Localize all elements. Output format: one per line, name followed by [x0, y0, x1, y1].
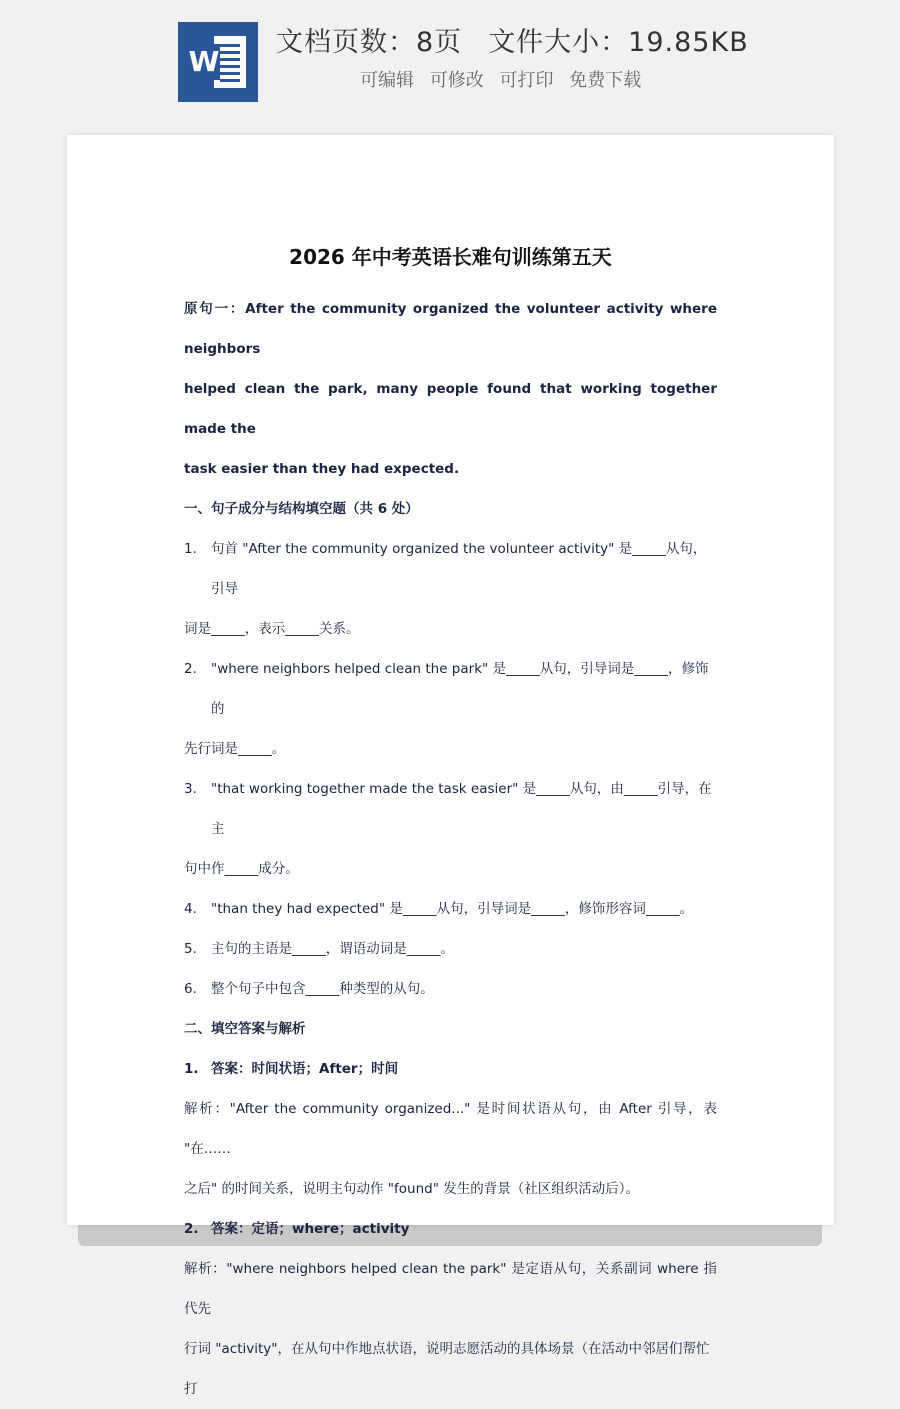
- word-doc-icon: W: [178, 22, 258, 102]
- analysis-line: 行词 "activity"，在从句中作地点状语，说明志愿活动的具体场景（在活动中邻居们帮忙打: [184, 1341, 710, 1397]
- file-size: 文件大小：19.85KB: [488, 27, 749, 58]
- section-heading: 二、填空答案与解析: [184, 1021, 306, 1037]
- feature-list: [360, 66, 651, 92]
- document-title: 2026 年中考英语长难句训练第五天: [289, 245, 612, 269]
- answer-text: 答案：时间状语；After；时间: [211, 1061, 399, 1077]
- question-number: 4.: [184, 901, 197, 917]
- page-count: 文档页数：8页: [276, 27, 463, 58]
- question-text: "than they had expected" 是_____从句，引导词是_____，修饰形容词_____。: [211, 901, 694, 917]
- question-number: 2.: [184, 661, 197, 677]
- question-item: [184, 889, 717, 929]
- original-sentence-line: helped clean the park, many people found that working together made the: [184, 381, 717, 437]
- question-number: 3.: [184, 781, 197, 797]
- question-number: 5.: [184, 941, 197, 957]
- answer-item: [184, 1049, 717, 1209]
- answer-text: 答案：定语；where；activity: [211, 1221, 410, 1237]
- analysis-line: 之后" 的时间关系，说明主句动作 "found" 发生的背景（社区组织活动后）。: [184, 1181, 639, 1197]
- question-text: 先行词是_____。: [184, 741, 286, 757]
- original-sentence-line: 原句一：After the community organized the volunteer activity where neighbors: [184, 301, 717, 357]
- section-heading: 一、句子成分与结构填空题（共 6 处）: [184, 501, 419, 517]
- feature-editable: 可编辑: [360, 70, 414, 91]
- question-text: 句首 "After the community organized the volunteer activity" 是_____从句，引导: [211, 541, 707, 597]
- answer-number: 1.: [184, 1061, 199, 1077]
- question-text: 主句的主语是_____，谓语动词是_____。: [211, 941, 454, 957]
- question-number: 6.: [184, 981, 197, 997]
- question-text: 词是_____，表示_____关系。: [184, 621, 360, 637]
- analysis-line: 解析："After the community organized..." 是时间状语从句，由 After 引导，表 "在……: [184, 1101, 717, 1157]
- answer-item: [184, 1209, 717, 1409]
- question-item: [184, 969, 717, 1009]
- question-text: "where neighbors helped clean the park" 是_____从句，引导词是_____，修饰的: [211, 661, 709, 717]
- document-content: [184, 245, 717, 1409]
- file-info: [276, 20, 749, 59]
- question-text: "that working together made the task easier" 是_____从句，由_____引导，在主: [211, 781, 712, 837]
- answer-number: 2.: [184, 1221, 199, 1237]
- question-number: 1.: [184, 541, 197, 557]
- feature-modifiable: 可修改: [429, 70, 484, 91]
- question-item: [184, 769, 717, 889]
- question-text: 句中作_____成分。: [184, 861, 299, 877]
- feature-printable: 可打印: [499, 70, 554, 91]
- document-page: [67, 135, 834, 1397]
- question-item: [184, 929, 717, 969]
- feature-free-download: 免费下载: [569, 70, 642, 91]
- question-text: 整个句子中包含_____种类型的从句。: [211, 981, 434, 997]
- download-header: [0, 0, 900, 120]
- question-item: [184, 529, 717, 649]
- original-sentence-line: task easier than they had expected.: [184, 461, 460, 477]
- question-item: [184, 649, 717, 769]
- analysis-line: 解析："where neighbors helped clean the park" 是定语从句，关系副词 where 指代先: [184, 1261, 717, 1317]
